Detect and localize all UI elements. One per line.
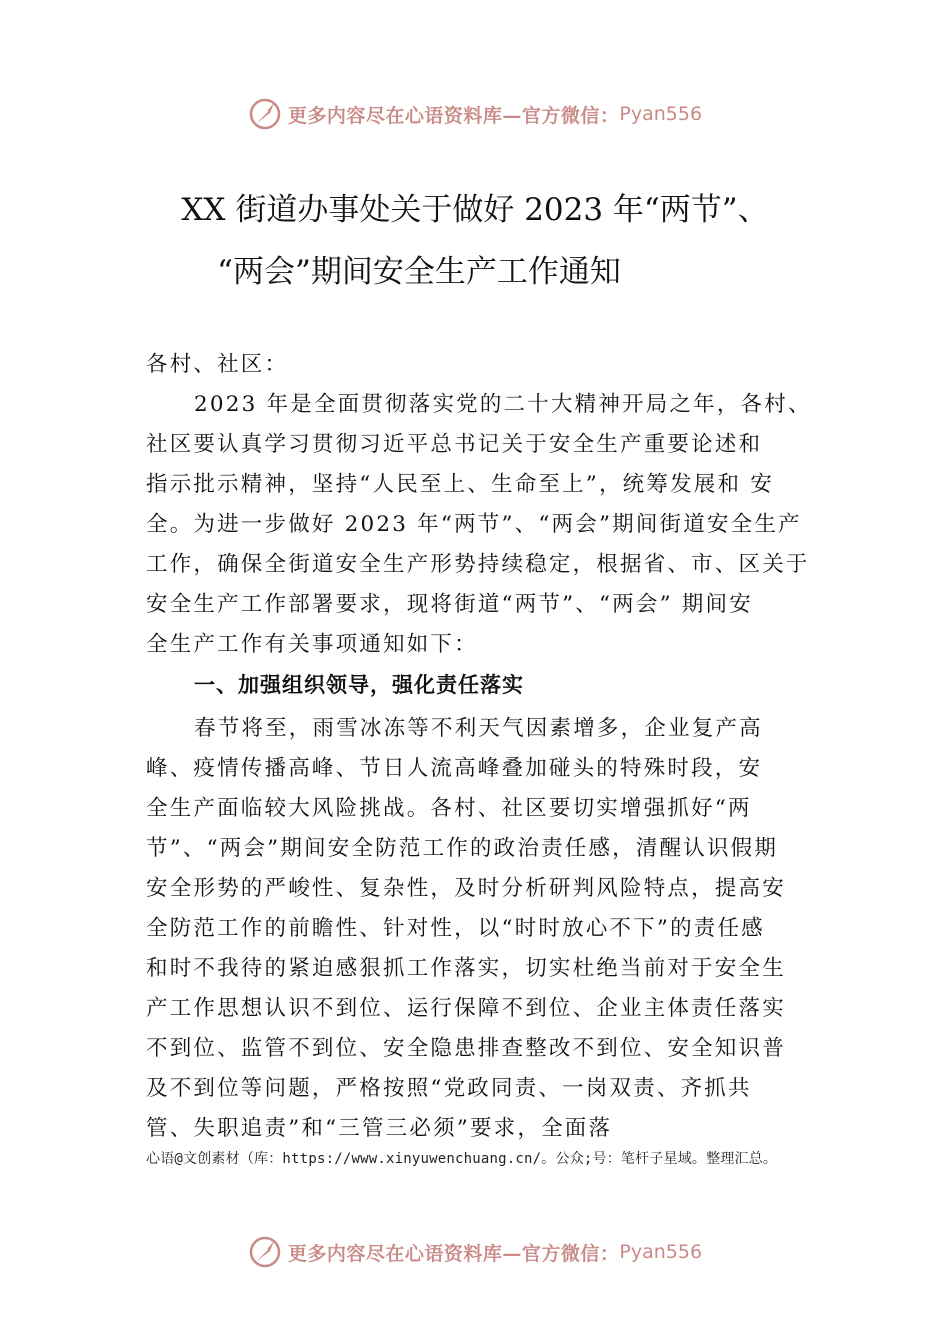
paragraph-line: 产工作思想认识不到位、运行保障不到位、企业主体责任落实 (146, 996, 786, 1021)
paragraph-line: 管、失职追责”和“三管三必须”要求，全面落 (146, 1116, 613, 1141)
paragraph-line: 全防范工作的前瞻性、针对性，以“时时放心不下”的责任感 (146, 916, 765, 941)
paragraph-line: 工作，确保全街道安全生产形势持续稳定，根据省、市、区关于 (146, 552, 810, 577)
paragraph-line: 全。为进一步做好 2023 年“两节”、“两会”期间街道安全生产 (146, 512, 802, 537)
paragraph-line: 安全形势的严峻性、复杂性，及时分析研判风险特点，提高安 (146, 876, 786, 901)
quill-circle-logo-icon (248, 97, 282, 131)
paragraph-line: 社区要认真学习贯彻习近平总书记关于安全生产重要论述和 (146, 432, 763, 457)
banner-text: 更多内容尽在心语资料库—官方微信： (287, 1242, 620, 1265)
paragraph-line: 全生产面临较大风险挑战。各村、社区要切实增强抓好“两 (146, 796, 752, 821)
paragraph-intro (146, 385, 826, 665)
salutation: 各村、社区： (146, 352, 289, 377)
paragraph-line: 不到位、监管不到位、安全隐患排查整改不到位、安全知识普 (146, 1036, 786, 1061)
banner-wechat-id: Pyan556 (619, 1241, 703, 1263)
banner-text: 更多内容尽在心语资料库—官方微信： (287, 104, 620, 127)
bottom-banner (0, 1232, 950, 1272)
paragraph-line: 指示批示精神，坚持“人民至上、生命至上”，统筹发展和 安 (146, 472, 774, 497)
document-title-line1: XX 街道办事处关于做好 2023 年“两节”、 (181, 192, 769, 228)
quill-circle-logo-icon (248, 1235, 282, 1269)
paragraph-section-1 (146, 709, 826, 1149)
paragraph-line: 春节将至，雨雪冰冻等不利天气因素增多，企业复产高 (194, 716, 763, 741)
source-footer-note: 心语@文创素材（库：https://www.xinyuwenchuang.cn/。公众;号：笔杆子星域。整理汇总。 (146, 1151, 778, 1167)
paragraph-line: 安全生产工作部署要求，现将街道“两节”、“两会” 期间安 (146, 592, 753, 617)
paragraph-line: 全生产工作有关事项通知如下： (146, 632, 478, 657)
paragraph-line: 峰、疫情传播高峰、节日人流高峰叠加碰头的特殊时段，安 (146, 756, 763, 781)
document-title-line2: “两会”期间安全生产工作通知 (217, 254, 621, 290)
paragraph-line: 及不到位等问题，严格按照“党政同责、一岗双责、齐抓共 (146, 1076, 752, 1101)
paragraph-line: 节”、“两会”期间安全防范工作的政治责任感，清醒认识假期 (146, 836, 779, 861)
paragraph-line: 2023 年是全面贯彻落实党的二十大精神开局之年，各村、 (194, 392, 812, 417)
banner-wechat-id: Pyan556 (619, 103, 703, 125)
section-heading-1: 一、加强组织领导，强化责任落实 (194, 673, 524, 697)
top-banner (0, 94, 950, 134)
paragraph-line: 和时不我待的紧迫感狠抓工作落实，切实杜绝当前对于安全生 (146, 956, 786, 981)
